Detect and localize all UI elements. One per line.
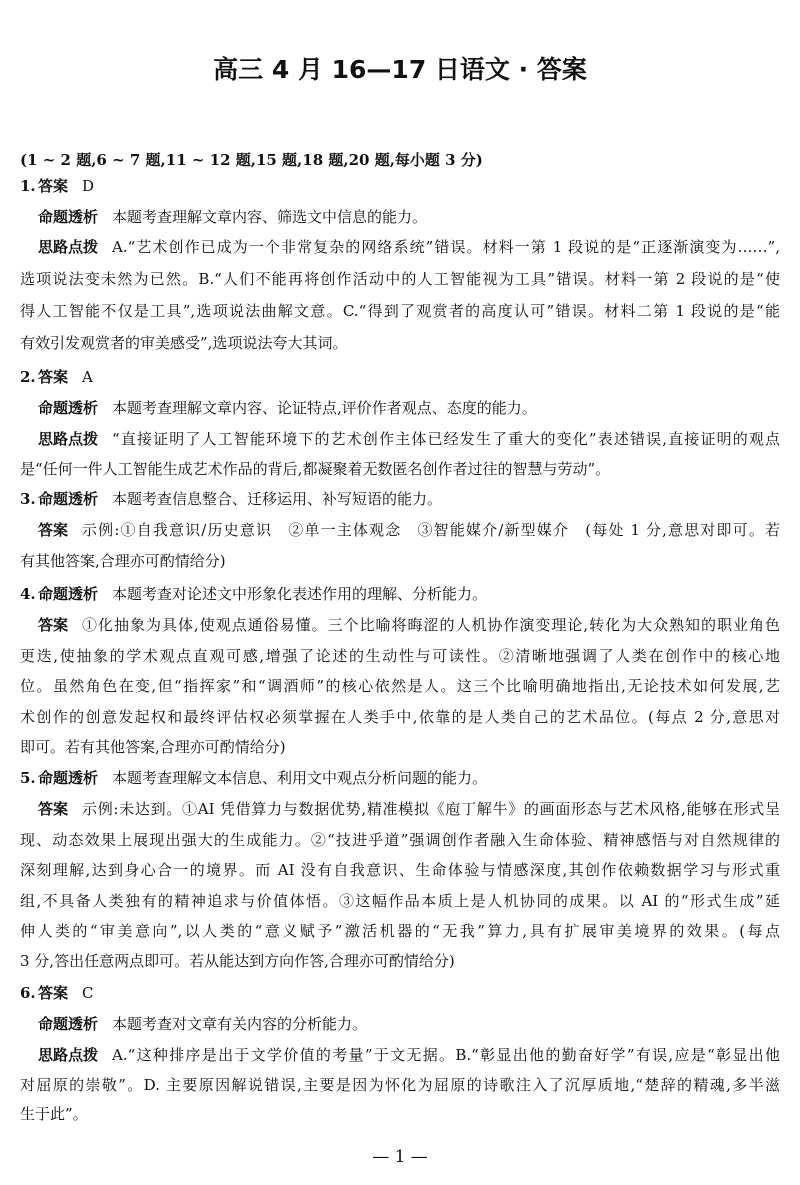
- answer-text-line: 伸人类的“审美意向”,以人类的“意义赋予”激活机器的“无我”算力,具有扩展审美境界的效果。(每点: [20, 922, 780, 940]
- answer-text-line: 更迭,使抽象的学术观点直观可感,增强了论述的生动性与可读性。②清晰地强调了人类在创作中的核心地: [20, 647, 780, 665]
- question-5-answer-continuation: [20, 946, 780, 976]
- page-number: — 1 —: [372, 1147, 428, 1167]
- answer-label: 答案: [38, 368, 69, 386]
- question-1-analysis-row: [38, 202, 780, 232]
- analysis-label: 命题透析: [38, 1015, 99, 1033]
- question-number: 3.: [20, 490, 36, 508]
- question-6-hint-continuation: [20, 1070, 780, 1100]
- question-4-analysis-row: [20, 579, 780, 609]
- question-3-answer-continuation: [20, 546, 780, 576]
- question-4-answer-continuation: [20, 641, 780, 671]
- question-5-answer-row: [38, 794, 780, 824]
- answer-text-line: 即可。若有其他答案,合理亦可酌情给分): [20, 738, 286, 756]
- question-number: 2.: [20, 368, 36, 386]
- question-4-answer-continuation: [20, 702, 780, 732]
- answer-text-line: 深刻理解,达到身心合一的境界。而 AI 没有自我意识、生命体验与情感深度,其创作依赖数据学习与形式重: [20, 861, 780, 879]
- question-2-hint-continuation: [20, 454, 780, 484]
- question-5-answer-continuation: [20, 825, 780, 855]
- analysis-text: 本题考查理解文本信息、利用文中观点分析问题的能力。: [112, 769, 488, 787]
- answer-label: 答案: [38, 984, 69, 1002]
- scoring-note: (1 ~ 2 题,6 ~ 7 题,11 ~ 12 题,15 题,18 题,20 题,每小题 3 分): [20, 151, 483, 169]
- question-3-answer-row: [38, 515, 780, 545]
- answer-text: D: [82, 177, 95, 195]
- hint-text-line: 是“任何一件人工智能生成艺术作品的背后,都凝聚着无数匿名创作者过往的智慧与劳动”。: [20, 460, 611, 478]
- answer-text-line: ①化抽象为具体,使观点通俗易懂。三个比喻将晦涩的人机协作演变理论,转化为大众熟知的职业角色: [82, 616, 780, 634]
- question-2-analysis-row: [38, 393, 780, 423]
- answer-text-line: 示例:①自我意识/历史意识 ②单一主体观念 ③智能媒介/新型媒介 (每处 1 分,意思对即可。若: [82, 521, 780, 539]
- answer-label: 答案: [38, 616, 69, 634]
- answer-text-line: 术创作的创意发起权和最终评估权必须掌握在人类手中,依靠的是人类自己的艺术品位。(每点 2 分,意思对: [20, 708, 780, 726]
- page-title: 高三 4 月 16—17 日语文 · 答案: [213, 55, 587, 84]
- hint-text-line: “直接证明了人工智能环境下的艺术创作主体已经发生了重大的变化”表述错误,直接证明的观点: [112, 430, 780, 448]
- question-4-answer-continuation: [20, 732, 780, 762]
- answer-text: A: [82, 368, 93, 386]
- hint-text-line: 有效引发观赏者的审美感受”,选项说法夸大其词。: [20, 334, 348, 352]
- analysis-label: 命题透析: [38, 769, 99, 787]
- question-1-hint-continuation: [20, 296, 780, 326]
- question-number: 6.: [20, 984, 36, 1002]
- question-1-hint-continuation: [20, 328, 780, 358]
- hint-text-line: 选项说法变未然为已然。B.“人们不能再将创作活动中的人工智能视为工具”错误。材料一第 2 段说的是“使: [20, 270, 780, 288]
- answer-text-line: 3 分,答出任意两点即可。若从能达到方向作答,合理亦可酌情给分): [20, 952, 455, 970]
- question-6-analysis-row: [38, 1009, 780, 1039]
- hint-text-line: A.“艺术创作已成为一个非常复杂的网络系统”错误。材料一第 1 段说的是“正逐渐演变为……”,: [112, 238, 780, 256]
- answer-text: C: [82, 984, 94, 1002]
- question-6-answer-row: [20, 978, 780, 1008]
- answer-text-line: 示例:未达到。①AI 凭借算力与数据优势,精准模拟《庖丁解牛》的画面形态与艺术风格,能够在形式呈: [82, 800, 780, 818]
- question-5-analysis-row: [20, 763, 780, 793]
- hint-text-line: 对屈原的崇敬”。D. 主要原因解说错误,主要是因为怀化为屈原的诗歌注入了沉厚质地,“楚辞的精魂,多半滋: [20, 1076, 780, 1094]
- question-3-analysis-row: [20, 484, 780, 514]
- answer-text-line: 现、动态效果上展现出强大的生成能力。②“技进乎道”强调创作者融入生命体验、精神感悟与对自然规律的: [20, 831, 780, 849]
- question-5-answer-continuation: [20, 886, 780, 916]
- answer-text-line: 有其他答案,合理亦可酌情给分): [20, 552, 226, 570]
- analysis-label: 命题透析: [38, 399, 99, 417]
- analysis-label: 命题透析: [38, 585, 99, 603]
- question-4-answer-continuation: [20, 671, 780, 701]
- analysis-text: 本题考查理解文章内容、论证特点,评价作者观点、态度的能力。: [112, 399, 537, 417]
- question-5-answer-continuation: [20, 916, 780, 946]
- question-number: 1.: [20, 177, 36, 195]
- analysis-text: 本题考查理解文章内容、筛选文中信息的能力。: [112, 208, 428, 226]
- answer-label: 答案: [38, 177, 69, 195]
- question-6-hint-continuation: [20, 1099, 780, 1129]
- answer-text-line: 位。虽然角色在变,但“指挥家”和“调酒师”的核心依然是人。这三个比喻明确地指出,无论技术如何发展,艺: [20, 677, 780, 695]
- question-1-hint-continuation: [20, 264, 780, 294]
- analysis-label: 命题透析: [38, 490, 99, 508]
- hint-text-line: 生于此”。: [20, 1105, 88, 1123]
- hint-text-line: A.“这种排序是出于文学价值的考量”于文无据。B.“彰显出他的勤奋好学”有误,应是“彰显出他: [112, 1046, 780, 1064]
- analysis-text: 本题考查对论述文中形象化表述作用的理解、分析能力。: [112, 585, 488, 603]
- hint-label: 思路点拨: [38, 430, 99, 448]
- answer-label: 答案: [38, 800, 69, 818]
- question-1-answer-row: [20, 171, 780, 201]
- analysis-text: 本题考查信息整合、迁移运用、补写短语的能力。: [112, 490, 443, 508]
- answer-label: 答案: [38, 521, 69, 539]
- question-6-hint-row: [38, 1040, 780, 1070]
- answer-text-line: 组,不具备人类独有的精神追求与价值体悟。③这幅作品本质上是人机协同的成果。以 AI 的“形式生成”延: [20, 892, 780, 910]
- hint-text-line: 得人工智能不仅是工具”,选项说法曲解文意。C.“得到了观赏者的高度认可”错误。材料二第 1 段说的是“能: [20, 302, 780, 320]
- question-number: 4.: [20, 585, 36, 603]
- question-1-hint-row: [38, 232, 780, 262]
- hint-label: 思路点拨: [38, 238, 99, 256]
- question-5-answer-continuation: [20, 855, 780, 885]
- question-2-hint-row: [38, 424, 780, 454]
- analysis-text: 本题考查对文章有关内容的分析能力。: [112, 1015, 368, 1033]
- hint-label: 思路点拨: [38, 1046, 99, 1064]
- question-4-answer-row: [38, 610, 780, 640]
- question-2-answer-row: [20, 362, 780, 392]
- analysis-label: 命题透析: [38, 208, 99, 226]
- question-number: 5.: [20, 769, 36, 787]
